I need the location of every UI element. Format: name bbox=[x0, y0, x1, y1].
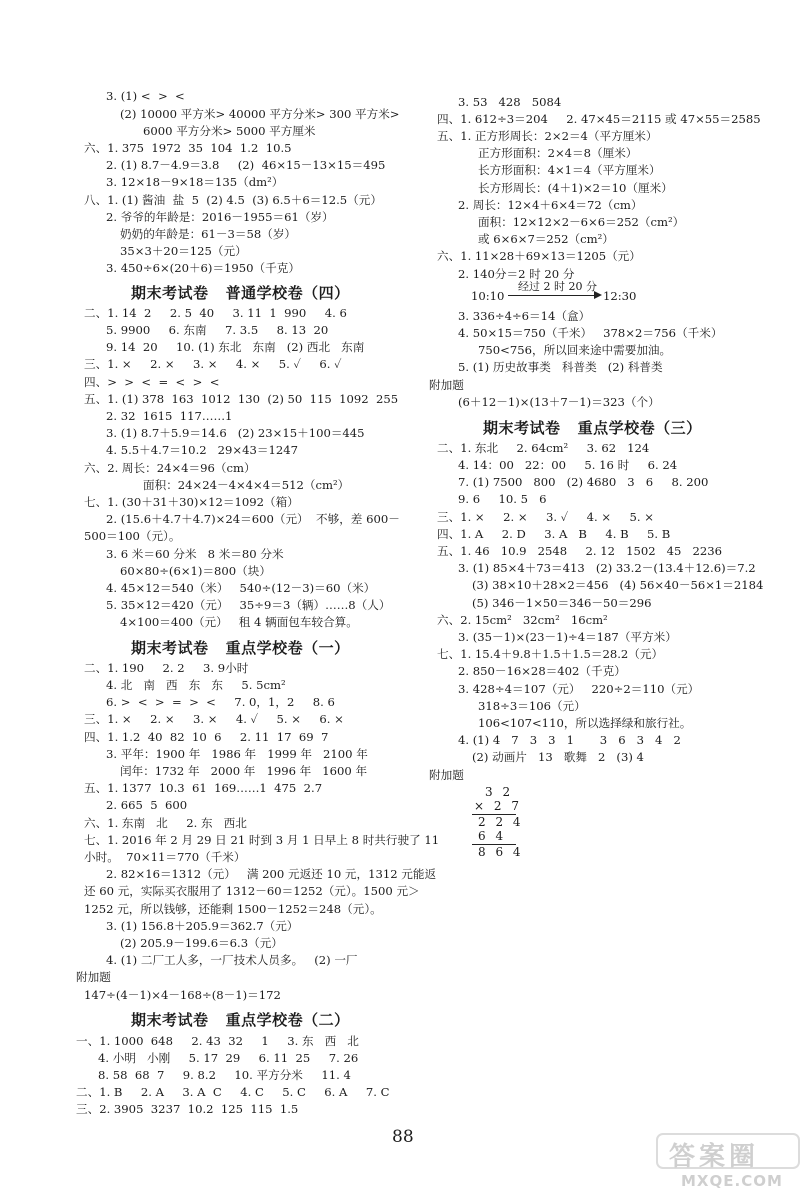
answer-line: 2. 爷爷的年龄是：2016－1955＝61（岁） bbox=[106, 210, 334, 224]
answer-line: 5. (1) 历史故事类 科普类 (2) 科普类 bbox=[458, 360, 663, 374]
answer-line: 六、2. 15cm² 32cm² 16cm² bbox=[437, 613, 608, 627]
answer-line: 60×80÷(6×1)＝800（块） bbox=[120, 564, 271, 578]
answer-line: 3. 6 米＝60 分米 8 米＝80 分米 bbox=[106, 547, 284, 561]
answer-line: 4×100＝400（元） 租 4 辆面包车较合算。 bbox=[120, 615, 358, 629]
answer-line: 奶奶的年龄是：61－3＝58（岁） bbox=[120, 227, 297, 241]
answer-line: 318÷3＝106（元） bbox=[478, 699, 586, 713]
answer-line: 9. 14 20 10. (1) 东北 东南 (2) 西北 东南 bbox=[106, 340, 365, 354]
answer-line: 9. 6 10. 5 6 bbox=[458, 492, 547, 506]
answer-line: 5. 9900 6. 东南 7. 3.5 8. 13 20 bbox=[106, 323, 329, 337]
answer-line: 三、2. 3905 3237 10.2 125 115 1.5 bbox=[76, 1102, 299, 1116]
answer-line: (6＋12－1)×(13＋7－1)＝323（个） bbox=[458, 395, 660, 409]
answer-line: 四、1. 612÷3＝204 2. 47×45＝2115 或 47×55＝2585 bbox=[437, 112, 761, 126]
page-number: 88 bbox=[392, 1127, 414, 1147]
answer-line: 六、2. 周长：24×4＝96（cm） bbox=[84, 461, 256, 475]
answer-line: 五、1. 1377 10.3 61 169……1 475 2.7 bbox=[84, 781, 323, 795]
answer-line: 七、1. (30＋31＋30)×12＝1092（箱） bbox=[84, 495, 299, 509]
section-heading: 期末考试卷 重点学校卷（三） bbox=[483, 419, 702, 437]
answer-line: 六、1. 11×28＋69×13＝1205（元） bbox=[437, 249, 641, 263]
time-arrow-line bbox=[508, 295, 595, 296]
answer-line: 2. 周长：12×4＋6×4＝72（cm） bbox=[458, 198, 643, 212]
answer-line: 1252 元，所以钱够，还能剩 1500－1252＝248（元）。 bbox=[84, 902, 382, 916]
answer-line: 750<756，所以回来途中需要加油。 bbox=[478, 343, 672, 357]
answer-line: 3. (1) < > < bbox=[106, 89, 185, 103]
answer-line: 6. > < > = > < 7. 0，1，2 8. 6 bbox=[106, 695, 335, 709]
answer-line: 还 60 元，实际买衣服用了 1312－60＝1252（元）。1500 元＞ bbox=[84, 884, 420, 898]
calc-multiplier: × 2 7 bbox=[474, 799, 522, 813]
answer-line: 2. (1) 8.7－4.9＝3.8 (2) 46×15－13×15＝495 bbox=[106, 158, 386, 172]
answer-line: 面积：12×12×2－6×6＝252（cm²） bbox=[478, 215, 685, 229]
answer-line: 三、1. × 2. × 3. ✓ 4. × 5. × bbox=[437, 510, 654, 524]
answer-line: 6000 平方分米> 5000 平方厘米 bbox=[143, 124, 316, 138]
watermark-sub: MXQE.COM bbox=[681, 1172, 783, 1190]
answer-line: 3. 428÷4＝107（元） 220÷2＝110（元） bbox=[458, 682, 700, 696]
calc-product: 8 6 4 bbox=[478, 845, 524, 859]
answer-line: 3. (1) 156.8＋205.9＝362.7（元） bbox=[106, 919, 299, 933]
answer-line: 二、1. B 2. A 3. A C 4. C 5. C 6. A 7. C bbox=[76, 1085, 390, 1099]
answer-line: 3. (35－1)×(23－1)÷4＝187（平方米） bbox=[458, 630, 677, 644]
answer-line: (2) 205.9－199.6＝6.3（元） bbox=[120, 936, 283, 950]
answer-line: 7. (1) 7500 800 (2) 4680 3 6 8. 200 bbox=[458, 475, 709, 489]
answer-line: 五、1. 正方形周长：2×2＝4（平方厘米） bbox=[437, 129, 658, 143]
answer-line: 长方形面积：4×1＝4（平方厘米） bbox=[478, 163, 661, 177]
answer-line: 三、1. × 2. × 3. × 4. × 5. ✓ 6. ✓ bbox=[84, 357, 342, 371]
answer-line: 8. 58 68 7 9. 8.2 10. 平方分米 11. 4 bbox=[98, 1068, 351, 1082]
answer-line: (2) 10000 平方米> 40000 平方分米> 300 平方米> bbox=[120, 107, 400, 121]
calc-multiplicand: 3 2 bbox=[485, 785, 514, 799]
answer-line: 二、1. 190 2. 2 3. 9小时 bbox=[84, 661, 249, 675]
answer-line: 2. 140分＝2 时 20 分 bbox=[458, 267, 575, 281]
watermark-logo bbox=[653, 1128, 803, 1194]
answer-line: (2) 动画片 13 歌舞 2 (3) 4 bbox=[472, 750, 644, 764]
answer-line: 一、1. 1000 648 2. 43 32 1 3. 东 西 北 bbox=[76, 1034, 359, 1048]
answer-line: 4. 北 南 西 东 东 5. 5cm² bbox=[106, 678, 286, 692]
answer-line: 4. 5.5＋4.7＝10.2 29×43＝1247 bbox=[106, 443, 298, 457]
answer-line: 五、1. 46 10.9 2548 2. 12 1502 45 2236 bbox=[437, 544, 722, 558]
section-heading: 期末考试卷 重点学校卷（一） bbox=[131, 639, 350, 657]
answer-line: 3. 53 428 5084 bbox=[458, 95, 562, 109]
answer-line: 3. 12×18－9×18＝135（dm²） bbox=[106, 175, 284, 189]
watermark-main: 答案圈 bbox=[669, 1142, 760, 1172]
answer-line: 四、1. A 2. D 3. A B 4. B 5. B bbox=[437, 527, 671, 541]
answer-line: 2. (15.6＋4.7＋4.7)×24＝600（元） 不够，差 600－ bbox=[106, 512, 400, 526]
answer-line: 三、1. × 2. × 3. × 4. ✓ 5. × 6. × bbox=[84, 712, 344, 726]
answer-line: (5) 346－1×50＝346－50＝296 bbox=[472, 596, 652, 610]
answer-line: 小时。 70×11＝770（千米） bbox=[84, 850, 246, 864]
arrow-head-icon bbox=[594, 291, 602, 299]
answer-line: 2. 665 5 600 bbox=[106, 798, 188, 812]
section-heading: 期末考试卷 重点学校卷（二） bbox=[131, 1011, 350, 1029]
answer-line: 3. 336÷4÷6＝14（盒） bbox=[458, 309, 591, 323]
answer-line: 2. 850－16×28＝402（千克） bbox=[458, 664, 626, 678]
answer-line: 七、1. 2016 年 2 月 29 日 21 时到 3 月 1 日早上 8 时共行驶了 11 bbox=[84, 833, 440, 847]
answer-line: 4. 小明 小刚 5. 17 29 6. 11 25 7. 26 bbox=[98, 1051, 359, 1065]
appendix-label: 附加题 bbox=[429, 768, 464, 782]
answer-line: 四、1. 1.2 40 82 10 6 2. 11 17 69 7 bbox=[84, 730, 329, 744]
answer-line: 2. 82×16＝1312（元） 满 200 元返还 10 元，1312 元能返 bbox=[106, 867, 437, 881]
answer-line: 或 6×6×7＝252（cm²） bbox=[478, 232, 614, 246]
answer-line: 4. 50×15＝750（千米） 378×2＝756（千米） bbox=[458, 326, 723, 340]
answer-line: 147÷(4－1)×4－168÷(8－1)＝172 bbox=[84, 988, 281, 1002]
answer-line: 3. 450÷6×(20＋6)＝1950（千克） bbox=[106, 261, 300, 275]
answer-line: 3. (1) 85×4＋73＝413 (2) 33.2－(13.4＋12.6)＝7.2 bbox=[458, 561, 756, 575]
answer-line: 六、1. 东南 北 2. 东 西北 bbox=[84, 816, 247, 830]
answer-line: 八、1. (1) 酱油 盐 5 (2) 4.5 (3) 6.5＋6＝12.5（元） bbox=[84, 193, 382, 207]
answer-line: 4. 45×12＝540（米） 540÷(12－3)＝60（米） bbox=[106, 581, 376, 595]
calc-partial-1: 2 2 4 bbox=[478, 815, 524, 829]
answer-line: 35×3＋20＝125（元） bbox=[120, 244, 247, 258]
answer-line: 4. (1) 二厂工人多，一厂技术人员多。 (2) 一厂 bbox=[106, 953, 358, 967]
time-start: 10:10 bbox=[471, 289, 505, 303]
answer-line: 500＝100（元）。 bbox=[84, 529, 181, 543]
answer-line: 5. 35×12＝420（元） 35÷9＝3（辆）……8（人） bbox=[106, 598, 391, 612]
answer-line: 二、1. 14 2 2. 5 40 3. 11 1 990 4. 6 bbox=[84, 306, 347, 320]
time-duration-label: 经过 2 时 20 分 bbox=[518, 280, 597, 293]
appendix-label: 附加题 bbox=[429, 378, 464, 392]
section-heading: 期末考试卷 普通学校卷（四） bbox=[131, 284, 350, 302]
answer-line: 4. (1) 4 7 3 3 1 3 6 3 4 2 bbox=[458, 733, 681, 747]
answer-line: 七、1. 15.4＋9.8＋1.5＋1.5＝28.2（元） bbox=[437, 647, 664, 661]
answer-line: 长方形周长：(4＋1)×2＝10（厘米） bbox=[478, 181, 673, 195]
answer-line: 五、1. (1) 378 163 1012 130 (2) 50 115 1092 255 bbox=[84, 392, 399, 406]
answer-line: (3) 38×10＋28×2＝456 (4) 56×40－56×1＝2184 bbox=[472, 578, 764, 592]
answer-line: 3. 平年：1900 年 1986 年 1999 年 2100 年 bbox=[106, 747, 368, 761]
answer-line: 4. 14：00 22：00 5. 16 时 6. 24 bbox=[458, 458, 678, 472]
time-end: 12:30 bbox=[603, 289, 637, 303]
calc-partial-2: 6 4 bbox=[478, 829, 507, 843]
answer-line: 106<107<110，所以选择绿和旅行社。 bbox=[478, 716, 692, 730]
answer-line: 3. (1) 8.7＋5.9＝14.6 (2) 23×15＋100＝445 bbox=[106, 426, 365, 440]
answer-line: 六、1. 375 1972 35 104 1.2 10.5 bbox=[84, 141, 292, 155]
answer-line: 二、1. 东北 2. 64cm² 3. 62 124 bbox=[437, 441, 650, 455]
answer-line: 2. 32 1615 117……1 bbox=[106, 409, 233, 423]
appendix-label: 附加题 bbox=[76, 970, 111, 984]
answer-line: 四、> > < = < > < bbox=[84, 375, 220, 389]
answer-line: 面积：24×24－4×4×4＝512（cm²） bbox=[143, 478, 350, 492]
answer-line: 闰年：1732 年 2000 年 1996 年 1600 年 bbox=[120, 764, 368, 778]
answer-line: 正方形面积：2×4＝8（厘米） bbox=[478, 146, 638, 160]
